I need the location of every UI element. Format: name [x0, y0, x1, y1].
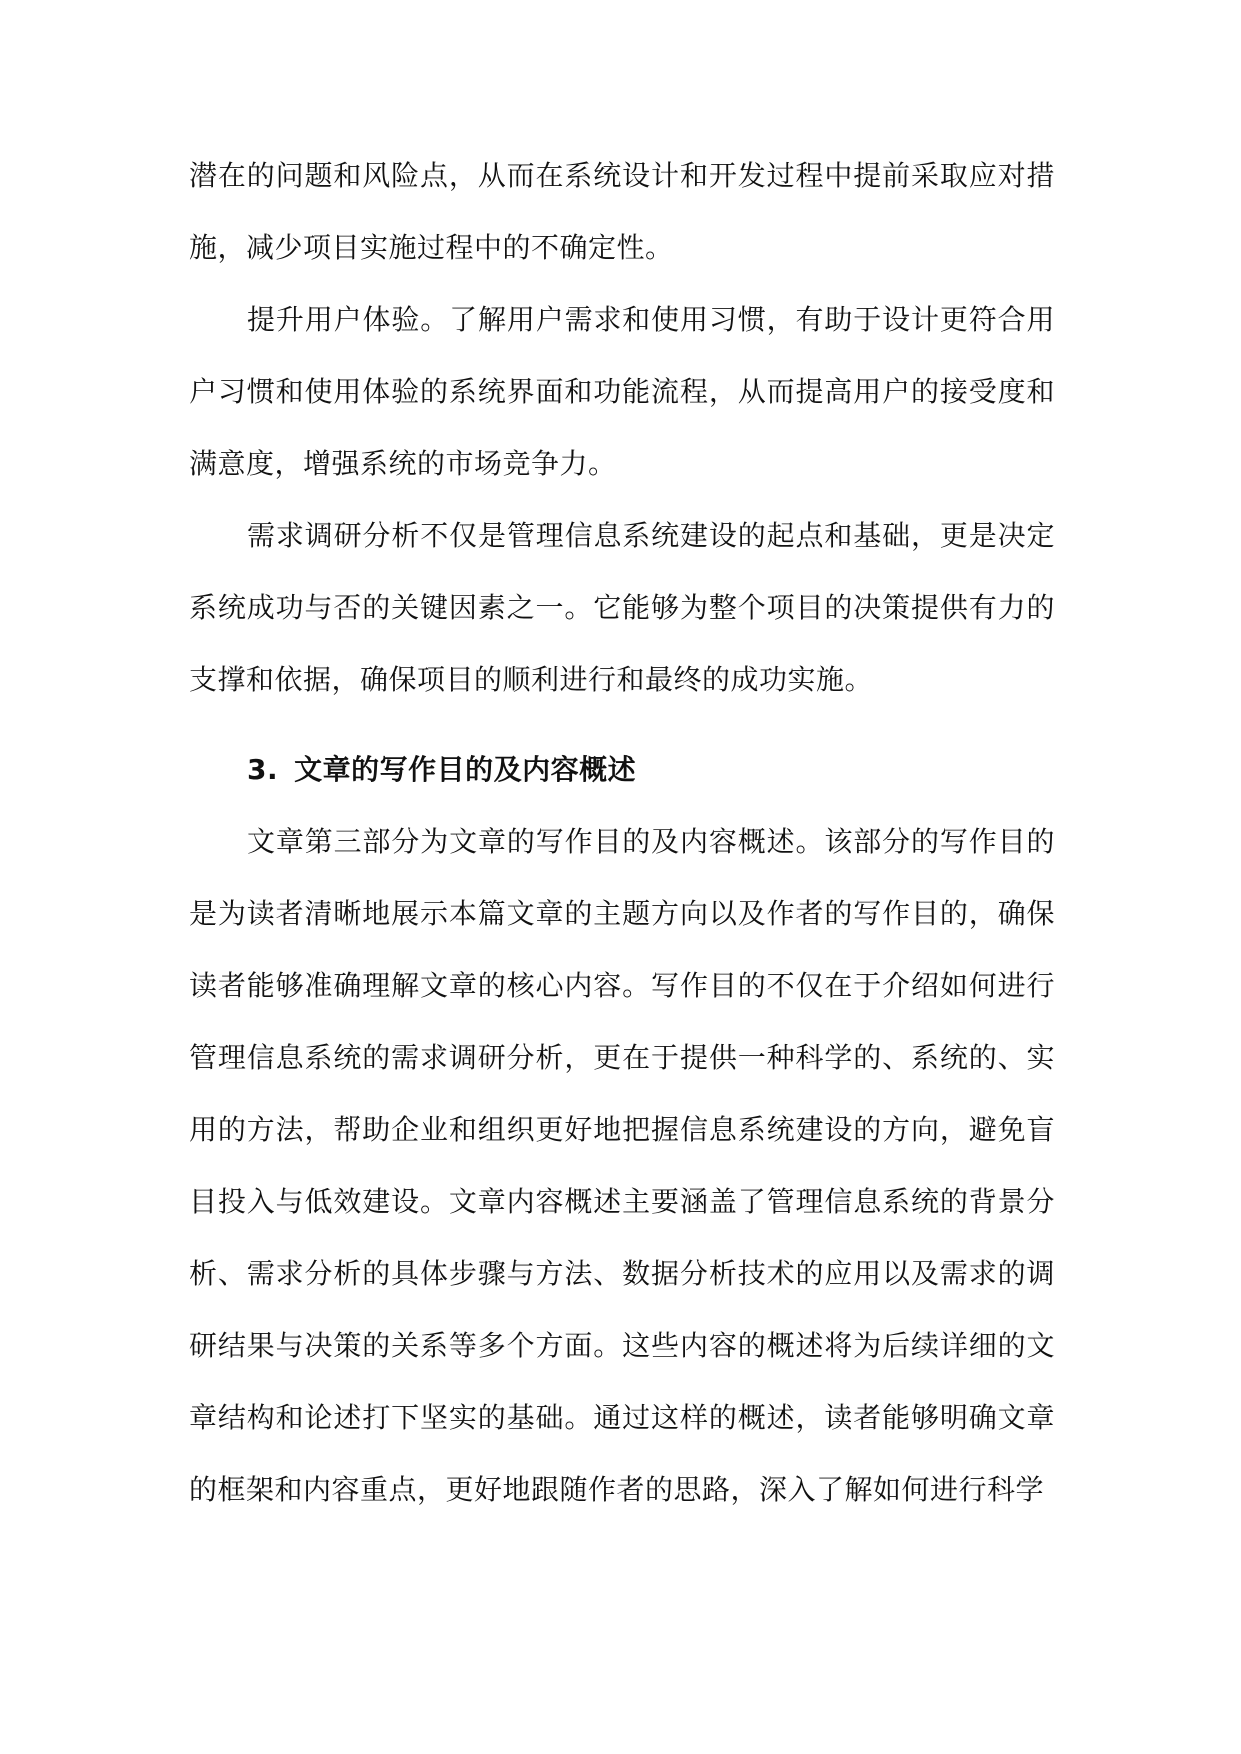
- section-heading: [189, 734, 1055, 806]
- section-spacer: [189, 716, 1055, 734]
- section-number: 3.: [247, 753, 279, 786]
- paragraph-purpose-overview: 文章第三部分为文章的写作目的及内容概述。该部分的写作目的是为读者清晰地展示本篇文章的主题方向以及作者的写作目的，确保读者能够准确理解文章的核心内容。写作目的不仅在于介绍如何进行管理信息系统的需求调研分析，更在于提供一种科学的、系统的、实用的方法，帮助企业和组织更好地把握信息系统建设的方向，避免盲目投入与低效建设。文章内容概述主要涵盖了管理信息系统的背景分析、需求分析的具体步骤与方法、数据分析技术的应用以及需求的调研结果与决策的关系等多个方面。这些内容的概述将为后续详细的文章结构和论述打下坚实的基础。通过这样的概述，读者能够明确文章的框架和内容重点，更好地跟随作者的思路，深入了解如何进行科学: [189, 825, 1055, 1506]
- paragraph-continuation: 潜在的问题和风险点，从而在系统设计和开发过程中提前采取应对措施，减少项目实施过程中的不确定性。: [189, 159, 1055, 264]
- paragraph-user-experience: 提升用户体验。了解用户需求和使用习惯，有助于设计更符合用户习惯和使用体验的系统界面和功能流程，从而提高用户的接受度和满意度，增强系统的市场竞争力。: [189, 303, 1055, 480]
- paragraph-requirements-importance: 需求调研分析不仅是管理信息系统建设的起点和基础，更是决定系统成功与否的关键因素之一。它能够为整个项目的决策提供有力的支撑和依据，确保项目的顺利进行和最终的成功实施。: [189, 519, 1055, 696]
- section-title: 文章的写作目的及内容概述: [294, 753, 637, 786]
- document-body: [189, 140, 1055, 1526]
